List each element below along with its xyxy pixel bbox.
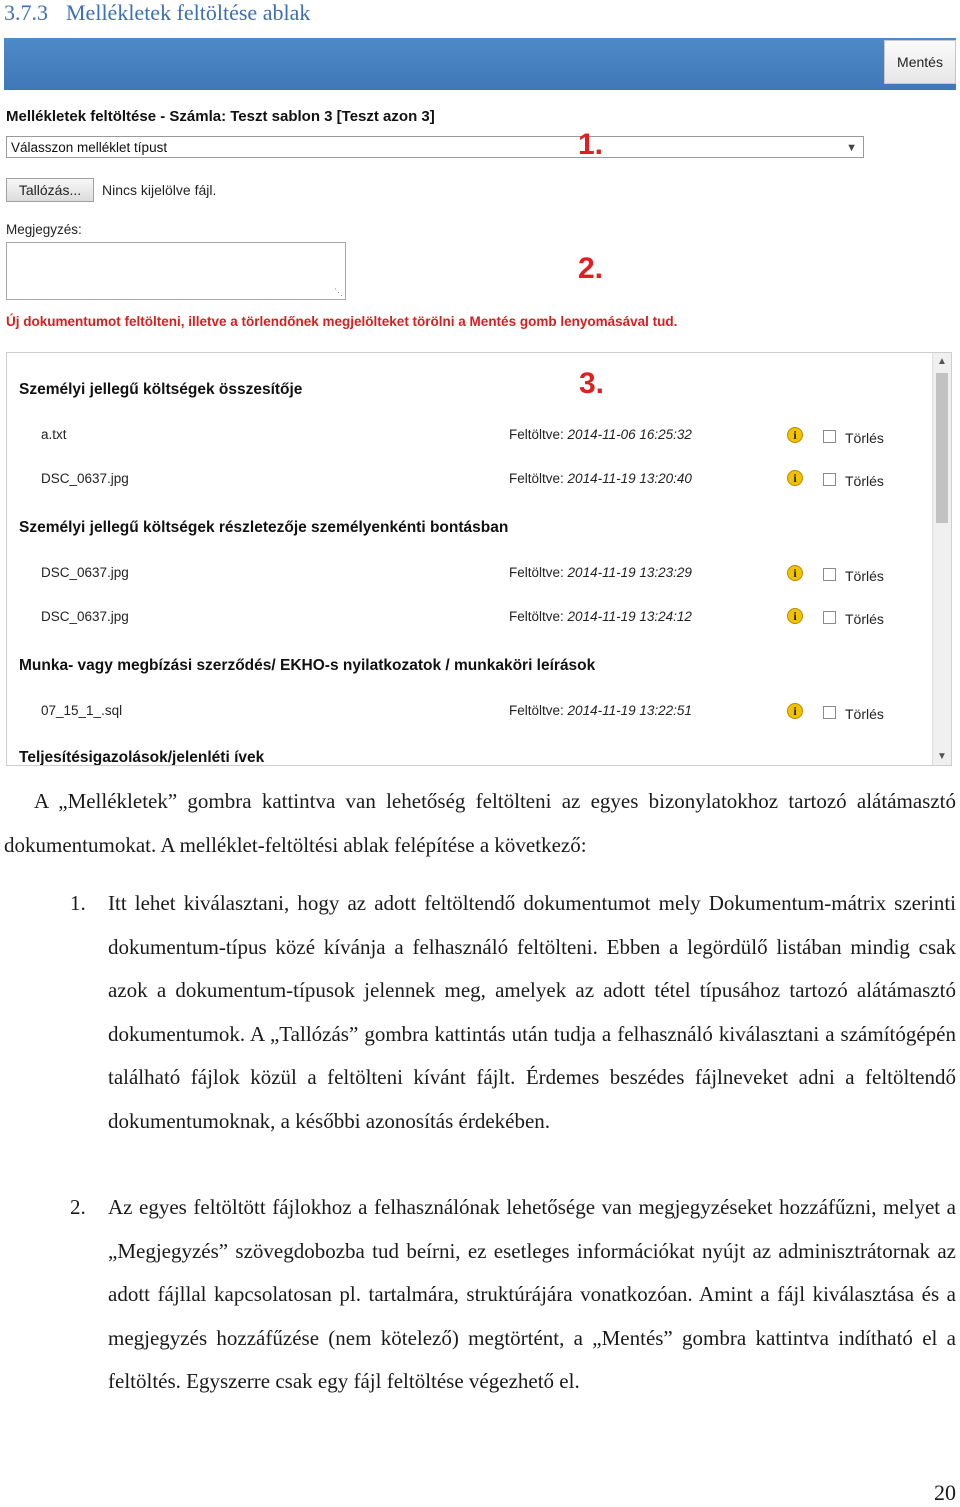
group-title: Személyi jellegű költségek összesítője <box>19 381 303 398</box>
delete-checkbox[interactable] <box>823 430 836 443</box>
upload-window-screenshot <box>4 38 956 768</box>
resize-grip-icon[interactable]: ⋱ <box>334 287 343 297</box>
file-name[interactable]: DSC_0637.jpg <box>41 565 129 580</box>
delete-label: Törlés <box>845 473 884 489</box>
upload-date-value: 2014-11-19 13:22:51 <box>567 703 692 718</box>
uploaded-label: Feltöltve: <box>509 427 564 442</box>
file-name[interactable]: a.txt <box>41 427 67 442</box>
delete-label: Törlés <box>845 568 884 584</box>
list-number: 1. <box>70 891 86 915</box>
group-title: Munka- vagy megbízási szerződés/ EKHO-s nyilatkozatok / munkaköri leírások <box>19 657 596 674</box>
chevron-down-icon: ▼ <box>846 142 857 154</box>
window-toolbar <box>4 38 956 90</box>
upload-date <box>509 471 692 486</box>
marker-3: 3. <box>579 367 605 400</box>
section-title: Mellékletek feltöltése ablak <box>66 0 311 25</box>
uploaded-label: Feltöltve: <box>509 471 564 486</box>
delete-label: Törlés <box>845 611 884 627</box>
attachment-type-select[interactable] <box>6 136 864 158</box>
save-button[interactable]: Mentés <box>884 40 956 84</box>
browse-button[interactable]: Tallózás... <box>6 178 94 202</box>
delete-checkbox[interactable] <box>823 611 836 624</box>
section-heading <box>4 0 310 26</box>
upload-date-value: 2014-11-19 13:24:12 <box>567 609 692 624</box>
info-icon[interactable]: i <box>787 470 803 486</box>
list-item: Itt lehet kiválasztani, hogy az adott feltöltendő dokumentumot mely Dokumentum-mátrix szerinti dokumentum-típus közé kívánja a felhasználó feltölteni. Ebben a legördülő listában mindig csak azok a dokumentum-típusok jelennek meg, amelyek az adott tétel típusához tartozó alátámasztó dokumentumok. A „Tallózás” gombra kattintás után tudja a felhasználó kiválasztani a számítógépén található fájlok közül a feltölteni kívánt fájlt. Érdemes beszédes fájlneveket adni a feltöltendő dokumentumoknak, a későbbi azonosítás érdekében. <box>108 891 956 1133</box>
upload-date-value: 2014-11-19 13:23:29 <box>567 565 692 580</box>
page-number: 20 <box>934 1480 956 1505</box>
info-icon[interactable]: i <box>787 427 803 443</box>
info-icon[interactable]: i <box>787 608 803 624</box>
delete-label: Törlés <box>845 430 884 446</box>
file-name[interactable]: DSC_0637.jpg <box>41 471 129 486</box>
save-warning-text: Új dokumentumot feltölteni, illetve a törlendőnek megjelölteket törölni a Mentés gomb lenyomásával tud. <box>6 314 678 329</box>
info-icon[interactable]: i <box>787 565 803 581</box>
upload-date <box>509 427 692 442</box>
upload-date <box>509 609 692 624</box>
upload-date-value: 2014-11-19 13:20:40 <box>567 471 692 486</box>
group-title: Személyi jellegű költségek részletezője személyenkénti bontásban <box>19 519 509 536</box>
vertical-scrollbar[interactable] <box>932 353 951 765</box>
scrollbar-thumb[interactable] <box>936 373 948 523</box>
section-number: 3.7.3 <box>4 0 48 25</box>
uploaded-label: Feltöltve: <box>509 609 564 624</box>
uploaded-label: Feltöltve: <box>509 703 564 718</box>
upload-date-value: 2014-11-06 16:25:32 <box>567 427 692 442</box>
dialog-title: Mellékletek feltöltése - Számla: Teszt sablon 3 [Teszt azon 3] <box>6 108 435 125</box>
attachment-type-value: Válasszon melléklet típust <box>11 140 168 155</box>
file-name[interactable]: DSC_0637.jpg <box>41 609 129 624</box>
marker-2: 2. <box>578 252 604 285</box>
delete-checkbox[interactable] <box>823 473 836 486</box>
delete-checkbox[interactable] <box>823 706 836 719</box>
note-textarea[interactable] <box>6 242 346 300</box>
list-number: 2. <box>70 1195 86 1219</box>
delete-checkbox[interactable] <box>823 568 836 581</box>
delete-label: Törlés <box>845 706 884 722</box>
upload-date <box>509 703 692 718</box>
scroll-up-icon[interactable]: ▲ <box>937 356 947 367</box>
uploaded-files-panel <box>6 352 952 766</box>
intro-paragraph: A „Mellékletek” gombra kattintva van lehetőség feltölteni az egyes bizonylatokhoz tartozó alátámasztó dokumentumokat. A melléklet-feltöltési ablak felépítése a következő: <box>4 789 956 857</box>
group-title: Teljesítésigazolások/jelenléti ívek <box>19 749 265 766</box>
upload-date <box>509 565 692 580</box>
uploaded-label: Feltöltve: <box>509 565 564 580</box>
info-icon[interactable]: i <box>787 703 803 719</box>
file-name[interactable]: 07_15_1_.sql <box>41 703 123 718</box>
note-label: Megjegyzés: <box>6 222 82 237</box>
scroll-down-icon[interactable]: ▼ <box>937 751 947 762</box>
marker-1: 1. <box>578 128 604 161</box>
list-item: Az egyes feltöltött fájlokhoz a felhasználónak lehetősége van megjegyzéseket hozzáfűzni, melyet a „Megjegyzés” szövegdobozba tud beírni, ez esetleges információkat nyújt az adminisztrátornak az adott fájllal kapcsolatosan pl. tartalmára, struktúrájára vonatkozóan. Amint a fájl kiválasztása és a megjegyzés hozzáfűzése (nem kötelező) megtörtént, a „Mentés” gombra kattintva indítható el a feltöltés. Egyszerre csak egy fájl feltöltése végezhető el. <box>108 1195 956 1393</box>
no-file-selected-text: Nincs kijelölve fájl. <box>102 182 217 198</box>
